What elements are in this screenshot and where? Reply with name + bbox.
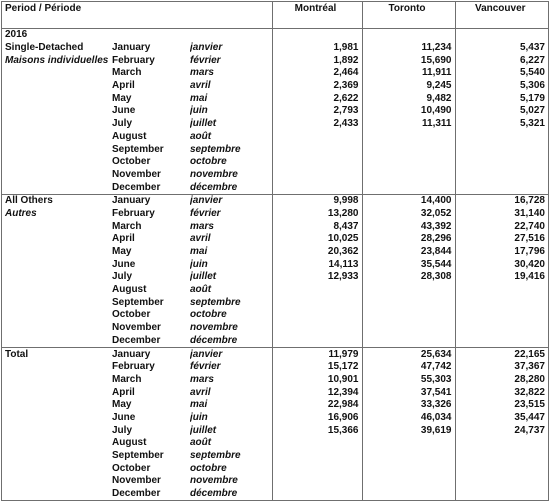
value-toronto: 43,392 bbox=[362, 220, 455, 233]
year-label: 2016 bbox=[5, 29, 28, 41]
month-en: February bbox=[112, 207, 155, 219]
table-row bbox=[2, 296, 548, 309]
month-en: July bbox=[112, 271, 133, 283]
value-vancouver bbox=[455, 143, 548, 156]
value-vancouver: 35,447 bbox=[455, 412, 548, 425]
value-toronto: 9,482 bbox=[362, 92, 455, 105]
value-montreal: 12,933 bbox=[272, 271, 362, 284]
value-toronto: 11,234 bbox=[362, 42, 455, 55]
value-toronto: 32,052 bbox=[362, 208, 455, 221]
value-vancouver: 23,515 bbox=[455, 399, 548, 412]
month-en: March bbox=[112, 67, 142, 79]
month-fr: septembre bbox=[190, 296, 241, 308]
value-montreal bbox=[272, 475, 362, 488]
value-montreal: 1,981 bbox=[272, 42, 362, 55]
month-en: June bbox=[112, 258, 136, 270]
month-fr: juillet bbox=[190, 424, 217, 436]
value-montreal: 8,437 bbox=[272, 220, 362, 233]
table-row bbox=[2, 488, 548, 501]
value-toronto bbox=[362, 181, 455, 194]
month-en: January bbox=[112, 42, 151, 54]
value-toronto: 39,619 bbox=[362, 424, 455, 437]
month-en: December bbox=[112, 181, 161, 193]
month-en: June bbox=[112, 411, 136, 423]
value-vancouver bbox=[455, 169, 548, 182]
month-en: February bbox=[112, 54, 155, 66]
table-row bbox=[2, 169, 548, 182]
value-vancouver: 22,740 bbox=[455, 220, 548, 233]
month-fr: août bbox=[190, 437, 212, 449]
value-toronto: 15,690 bbox=[362, 54, 455, 67]
month-en: October bbox=[112, 462, 151, 474]
value-toronto: 47,742 bbox=[362, 361, 455, 374]
month-en: April bbox=[112, 386, 135, 398]
value-vancouver bbox=[455, 131, 548, 144]
value-toronto: 9,245 bbox=[362, 80, 455, 93]
group-label: All Others bbox=[2, 194, 112, 207]
value-montreal bbox=[272, 462, 362, 475]
table-row bbox=[2, 67, 548, 80]
month-en: April bbox=[112, 80, 135, 92]
table-row bbox=[2, 118, 548, 131]
group-label: Single-Detached bbox=[5, 42, 84, 54]
month-fr: mars bbox=[190, 67, 214, 79]
value-vancouver: 5,027 bbox=[455, 105, 548, 118]
month-fr: avril bbox=[190, 80, 211, 92]
value-montreal: 22,984 bbox=[272, 399, 362, 412]
value-montreal bbox=[272, 156, 362, 169]
header-row bbox=[2, 2, 548, 29]
month-fr: février bbox=[190, 207, 221, 219]
value-toronto bbox=[362, 437, 455, 450]
value-toronto bbox=[362, 143, 455, 156]
table-row bbox=[2, 309, 548, 322]
value-montreal: 2,433 bbox=[272, 118, 362, 131]
table-row bbox=[2, 399, 548, 412]
value-vancouver bbox=[455, 309, 548, 322]
city-header-toronto: Toronto bbox=[362, 2, 455, 29]
value-montreal bbox=[272, 450, 362, 463]
value-toronto: 11,311 bbox=[362, 118, 455, 131]
value-vancouver: 27,516 bbox=[455, 233, 548, 246]
month-en: November bbox=[112, 168, 161, 180]
value-vancouver: 28,280 bbox=[455, 374, 548, 387]
month-fr: août bbox=[190, 284, 212, 296]
value-toronto bbox=[362, 169, 455, 182]
value-toronto bbox=[362, 296, 455, 309]
month-fr: novembre bbox=[190, 475, 238, 487]
month-en: December bbox=[112, 488, 161, 500]
month-fr: juillet bbox=[190, 271, 217, 283]
value-vancouver: 5,321 bbox=[455, 118, 548, 131]
table-row bbox=[2, 54, 548, 67]
city-header-montreal: Montréal bbox=[272, 2, 362, 29]
value-montreal bbox=[272, 335, 362, 348]
value-montreal: 15,172 bbox=[272, 361, 362, 374]
value-montreal bbox=[272, 309, 362, 322]
month-fr: janvier bbox=[190, 42, 223, 54]
table-row bbox=[2, 450, 548, 463]
month-en: May bbox=[112, 92, 132, 104]
month-en: August bbox=[112, 284, 147, 296]
month-fr: décembre bbox=[190, 181, 238, 193]
value-toronto: 35,544 bbox=[362, 258, 455, 271]
group-label-fr: Autres bbox=[5, 207, 37, 219]
table-row bbox=[2, 156, 548, 169]
month-en: March bbox=[112, 220, 142, 232]
month-en: February bbox=[112, 361, 155, 373]
value-vancouver bbox=[455, 156, 548, 169]
month-en: August bbox=[112, 130, 147, 142]
month-fr: avril bbox=[190, 233, 211, 245]
month-fr: juin bbox=[190, 258, 208, 270]
month-fr: septembre bbox=[190, 450, 241, 462]
value-montreal: 12,394 bbox=[272, 386, 362, 399]
month-fr: mars bbox=[190, 373, 214, 385]
table-row bbox=[2, 131, 548, 144]
value-montreal: 14,113 bbox=[272, 258, 362, 271]
value-montreal: 1,892 bbox=[272, 54, 362, 67]
month-en: November bbox=[112, 475, 161, 487]
table-row bbox=[2, 424, 548, 437]
month-en: October bbox=[112, 156, 151, 168]
table-row bbox=[2, 143, 548, 156]
value-montreal: 11,979 bbox=[272, 348, 362, 361]
group-label: Total bbox=[2, 348, 112, 361]
year-row bbox=[2, 29, 548, 42]
value-vancouver: 19,416 bbox=[455, 271, 548, 284]
value-vancouver: 6,227 bbox=[455, 54, 548, 67]
value-vancouver bbox=[455, 488, 548, 501]
value-toronto bbox=[362, 322, 455, 335]
value-toronto: 23,844 bbox=[362, 246, 455, 259]
value-vancouver bbox=[455, 296, 548, 309]
value-vancouver: 24,737 bbox=[455, 424, 548, 437]
value-montreal: 10,901 bbox=[272, 374, 362, 387]
value-montreal: 2,369 bbox=[272, 80, 362, 93]
value-vancouver bbox=[455, 450, 548, 463]
value-montreal: 9,998 bbox=[272, 194, 362, 207]
table-row bbox=[2, 105, 548, 118]
month-fr: juin bbox=[190, 105, 208, 117]
value-toronto bbox=[362, 488, 455, 501]
value-toronto bbox=[362, 309, 455, 322]
value-montreal bbox=[272, 181, 362, 194]
value-montreal bbox=[272, 322, 362, 335]
table-row bbox=[2, 80, 548, 93]
month-fr: mars bbox=[190, 220, 214, 232]
table-row bbox=[2, 271, 548, 284]
month-en: July bbox=[112, 424, 133, 436]
value-vancouver: 5,540 bbox=[455, 67, 548, 80]
month-fr: avril bbox=[190, 386, 211, 398]
value-vancouver: 5,437 bbox=[455, 42, 548, 55]
month-fr: juillet bbox=[190, 118, 217, 130]
month-fr: janvier bbox=[190, 194, 272, 207]
table-row bbox=[2, 258, 548, 271]
month-fr: août bbox=[190, 130, 212, 142]
value-montreal: 13,280 bbox=[272, 208, 362, 221]
table-body bbox=[2, 29, 548, 501]
value-toronto: 37,541 bbox=[362, 386, 455, 399]
value-vancouver bbox=[455, 437, 548, 450]
value-montreal bbox=[272, 296, 362, 309]
value-vancouver bbox=[455, 322, 548, 335]
value-toronto: 33,326 bbox=[362, 399, 455, 412]
table-row bbox=[2, 322, 548, 335]
month-en: September bbox=[112, 296, 164, 308]
value-vancouver: 37,367 bbox=[455, 361, 548, 374]
table-row bbox=[2, 374, 548, 387]
value-toronto: 14,400 bbox=[362, 194, 455, 207]
value-montreal: 15,366 bbox=[272, 424, 362, 437]
month-en: January bbox=[112, 194, 190, 207]
value-montreal: 16,906 bbox=[272, 412, 362, 425]
value-montreal bbox=[272, 437, 362, 450]
table-row bbox=[2, 92, 548, 105]
month-en: October bbox=[112, 309, 151, 321]
month-en: May bbox=[112, 399, 132, 411]
table-row bbox=[2, 412, 548, 425]
value-montreal: 10,025 bbox=[272, 233, 362, 246]
value-montreal: 2,622 bbox=[272, 92, 362, 105]
table-row bbox=[2, 208, 548, 221]
value-vancouver: 5,179 bbox=[455, 92, 548, 105]
value-montreal bbox=[272, 284, 362, 297]
value-vancouver bbox=[455, 475, 548, 488]
month-en: November bbox=[112, 322, 161, 334]
table-row bbox=[2, 335, 548, 348]
month-en: January bbox=[112, 348, 190, 361]
value-vancouver: 16,728 bbox=[455, 194, 548, 207]
month-en: September bbox=[112, 143, 164, 155]
table-row bbox=[2, 194, 548, 207]
table-row bbox=[2, 437, 548, 450]
value-montreal: 2,793 bbox=[272, 105, 362, 118]
value-toronto bbox=[362, 284, 455, 297]
table-row bbox=[2, 361, 548, 374]
table-row bbox=[2, 348, 548, 361]
value-montreal bbox=[272, 169, 362, 182]
value-montreal bbox=[272, 488, 362, 501]
value-toronto bbox=[362, 131, 455, 144]
month-fr: novembre bbox=[190, 168, 238, 180]
group-label-fr: Maisons individuelles bbox=[5, 54, 109, 66]
value-toronto bbox=[362, 450, 455, 463]
table-row bbox=[2, 284, 548, 297]
table-row bbox=[2, 42, 548, 55]
month-fr: mai bbox=[190, 399, 208, 411]
month-fr: décembre bbox=[190, 488, 238, 500]
value-montreal: 20,362 bbox=[272, 246, 362, 259]
month-en: August bbox=[112, 437, 147, 449]
value-vancouver bbox=[455, 462, 548, 475]
value-toronto bbox=[362, 462, 455, 475]
month-en: April bbox=[112, 233, 135, 245]
table-row bbox=[2, 181, 548, 194]
month-en: December bbox=[112, 334, 161, 346]
month-fr: octobre bbox=[190, 309, 227, 321]
table-row bbox=[2, 233, 548, 246]
value-toronto bbox=[362, 475, 455, 488]
value-toronto: 28,296 bbox=[362, 233, 455, 246]
value-montreal bbox=[272, 143, 362, 156]
value-montreal: 2,464 bbox=[272, 67, 362, 80]
value-vancouver: 17,796 bbox=[455, 246, 548, 259]
month-en: May bbox=[112, 246, 132, 258]
value-vancouver: 5,306 bbox=[455, 80, 548, 93]
value-montreal bbox=[272, 131, 362, 144]
table-row bbox=[2, 462, 548, 475]
month-fr: mai bbox=[190, 246, 208, 258]
value-vancouver bbox=[455, 335, 548, 348]
value-vancouver bbox=[455, 181, 548, 194]
month-fr: février bbox=[190, 54, 221, 66]
value-vancouver bbox=[455, 284, 548, 297]
month-fr: janvier bbox=[190, 348, 272, 361]
value-toronto: 55,303 bbox=[362, 374, 455, 387]
month-fr: juin bbox=[190, 411, 208, 423]
table-row bbox=[2, 220, 548, 233]
value-vancouver: 22,165 bbox=[455, 348, 548, 361]
month-fr: novembre bbox=[190, 322, 238, 334]
month-en: March bbox=[112, 373, 142, 385]
period-header: Period / Période bbox=[2, 2, 272, 29]
month-fr: octobre bbox=[190, 462, 227, 474]
table-row bbox=[2, 246, 548, 259]
value-vancouver: 31,140 bbox=[455, 208, 548, 221]
data-table-frame bbox=[1, 1, 549, 501]
value-vancouver: 32,822 bbox=[455, 386, 548, 399]
value-toronto: 25,634 bbox=[362, 348, 455, 361]
month-fr: décembre bbox=[190, 334, 238, 346]
month-fr: septembre bbox=[190, 143, 241, 155]
month-fr: octobre bbox=[190, 156, 227, 168]
month-fr: février bbox=[190, 361, 221, 373]
housing-starts-table bbox=[2, 2, 548, 500]
month-en: June bbox=[112, 105, 136, 117]
month-fr: mai bbox=[190, 92, 208, 104]
value-toronto: 28,308 bbox=[362, 271, 455, 284]
month-en: September bbox=[112, 450, 164, 462]
value-toronto bbox=[362, 156, 455, 169]
value-toronto: 11,911 bbox=[362, 67, 455, 80]
value-toronto bbox=[362, 335, 455, 348]
value-toronto: 10,490 bbox=[362, 105, 455, 118]
month-en: July bbox=[112, 118, 133, 130]
value-toronto: 46,034 bbox=[362, 412, 455, 425]
city-header-vancouver: Vancouver bbox=[455, 2, 548, 29]
value-vancouver: 30,420 bbox=[455, 258, 548, 271]
table-row bbox=[2, 475, 548, 488]
table-row bbox=[2, 386, 548, 399]
